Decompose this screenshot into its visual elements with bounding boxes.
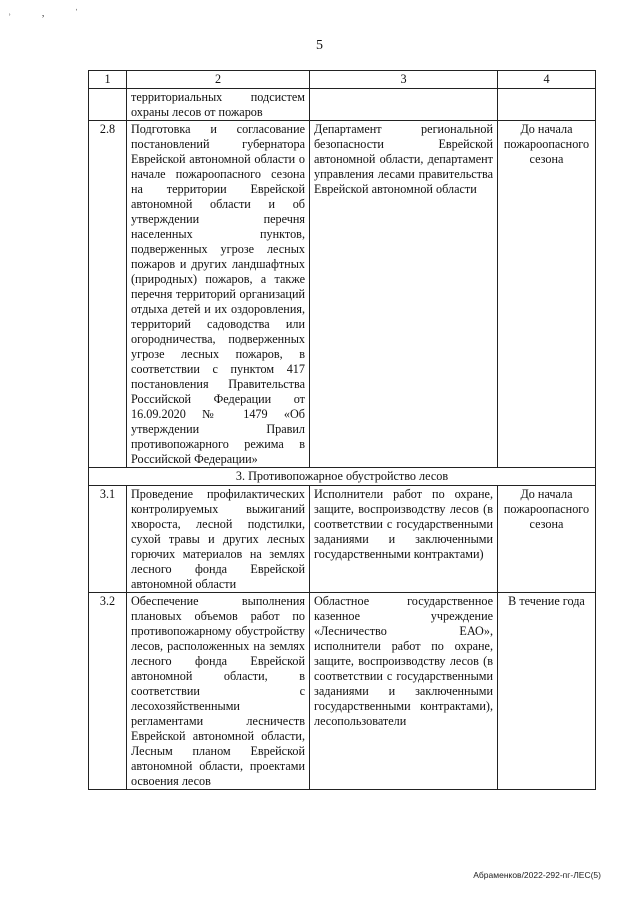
header-col-1: 1 (89, 71, 127, 89)
responsible-text: Департамент региональной безопасности Еврейской автономной области, департамент управления лесами правительства Еврейской автономной области (310, 121, 498, 468)
section-row (89, 468, 596, 486)
section-title: 3. Противопожарное обустройство лесов (89, 468, 596, 486)
deadline-text: До начала пожароопасного сезона (498, 121, 596, 468)
measure-text: Обеспечение выполнения плановых объемов работ по противопожарному обустройству лесов, расположенных на землях лесного фонда Еврейской автономной области, в соответствии с лесохозяйственными регламентами лесничеств Еврейской автономной области, Лесным планом Еврейской автономной области, проектами освоения лесов (127, 593, 310, 790)
measure-text: Проведение профилактических контролируемых выжиганий хвороста, лесной подстилки, сухой травы и других лесных горючих материалов на землях лесного фонда Еврейской автономной области (127, 486, 310, 593)
responsible-text: Областное государственное казенное учреждение «Лесничество ЕАО», исполнители работ по охране, защите, воспроизводству лесов (в соответствии с государственными заданиями и заключенными государственными контрактами), лесопользователи (310, 593, 498, 790)
table-row (89, 89, 596, 121)
document-footer-code: Абраменков/2022-292-пг-ЛЕС(5) (473, 870, 601, 880)
table-header-row (89, 71, 596, 89)
measure-text: Подготовка и согласование постановлений губернатора Еврейской автономной области о начале пожароопасного сезона на территории Еврейской автономной области и об утверждении перечня населенных пунктов, подверженных угрозе лесных пожаров и других ландшафтных (природных) пожаров, а также перечня территорий организаций отдыха детей и их оздоровления, территорий садоводства или огородничества, подверженных угрозе лесных пожаров, в соответствии с пунктом 417 постановления Правительства Российской Федерации от 16.09.2020 № 1479 «Об утверждении Правил противопожарного режима в Российской Федерации» (127, 121, 310, 468)
responsible-text (310, 89, 498, 121)
header-col-3: 3 (310, 71, 498, 89)
measures-table (88, 70, 596, 790)
row-number: 2.8 (89, 121, 127, 468)
table-row (89, 121, 596, 468)
table-row (89, 593, 596, 790)
scan-specks: ˒ , ˈ (8, 8, 93, 19)
deadline-text (498, 89, 596, 121)
deadline-text: В течение года (498, 593, 596, 790)
row-number (89, 89, 127, 121)
row-number: 3.2 (89, 593, 127, 790)
header-col-4: 4 (498, 71, 596, 89)
table-row (89, 486, 596, 593)
deadline-text: До начала пожароопасного сезона (498, 486, 596, 593)
responsible-text: Исполнители работ по охране, защите, воспроизводству лесов (в соответствии с государственными заданиями и заключенными государственными контрактами) (310, 486, 498, 593)
header-col-2: 2 (127, 71, 310, 89)
row-number: 3.1 (89, 486, 127, 593)
page-number: 5 (316, 38, 323, 53)
measure-text: территориальных подсистем охраны лесов от пожаров (127, 89, 310, 121)
